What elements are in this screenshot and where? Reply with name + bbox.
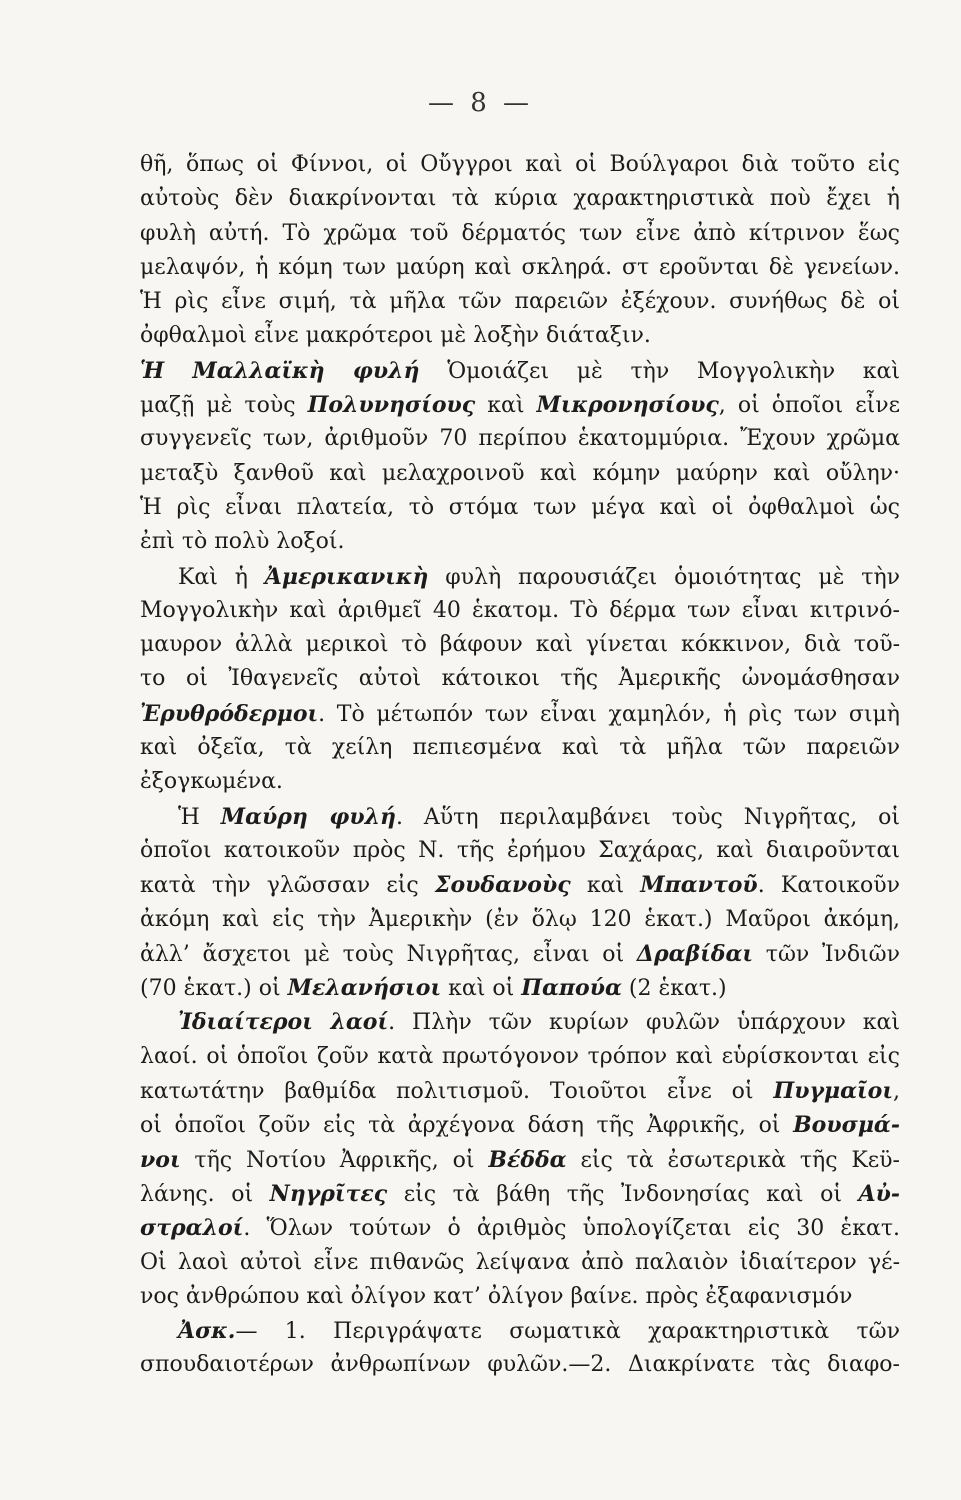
text-line: [140, 1074, 900, 1108]
line-text: κατωτάτην βαθμίδα πολιτισμοῦ. Τοιοῦτοι εἶνε οἱ: [140, 1079, 774, 1105]
text-line: [140, 903, 900, 937]
line-text: φυλὴ αὐτή. Τὸ χρῶμα τοῦ δέρματός των εἶνε ἀπὸ κίτρινον ἕως: [140, 220, 900, 246]
line-text: καὶ: [475, 393, 537, 419]
line-text: συγγενεῖς των, ἀριθμοῦν 70 περίπου ἑκατομμύρια. Ἔχουν χρῶμα: [140, 426, 900, 452]
line-text: μαυρον ἀλλὰ μερικοὶ τὸ βάφουν καὶ γίνεται κόκκινον, διὰ τοῦ-: [140, 632, 900, 658]
line-text: σπουδαιοτέρων ἀνθρωπίνων φυλῶν.—2. Διακρίνατε τὰς διαφο-: [140, 1352, 900, 1378]
line-text: ὀφθαλμοὶ εἶνε μακρότεροι μὲ λοξὴν διάταξιν.: [140, 323, 651, 349]
line-text: καὶ οἱ: [441, 976, 522, 1002]
text-line: [140, 1143, 900, 1177]
text-line: [140, 628, 900, 662]
line-text: λάνης. οἱ: [140, 1181, 270, 1207]
line-text: αὐτοὺς δὲν διακρίνονται τὰ κύρια χαρακτηριστικὰ ποὺ ἔχει ἡ: [140, 186, 900, 212]
page-number: — 8 —: [427, 88, 534, 118]
line-text: . Κατοικοῦν: [757, 873, 900, 899]
emphasized-term: Βέδδα: [488, 1146, 567, 1173]
line-text: μαζῇ μὲ τοὺς: [140, 393, 308, 419]
line-text: εἰς τὰ ἐσωτερικὰ τῆς Κεϋ-: [566, 1147, 900, 1173]
line-text: μεταξὺ ξανθοῦ καὶ μελαχροινοῦ καὶ κόμην μαύρην καὶ οὔλην·: [140, 460, 900, 486]
line-text: λαοί. οἱ ὁποῖοι ζοῦν κατὰ πρωτόγονον τρόπον καὶ εὑρίσκονται εἰς: [140, 1043, 900, 1069]
emphasized-term: Μικρονησίους: [536, 392, 719, 419]
text-line: [140, 1005, 900, 1039]
line-text: (70 ἑκατ.) οἱ: [140, 976, 288, 1002]
line-text: Οἱ λαοὶ αὐτοὶ εἶνε πιθανῶς λείψανα ἀπὸ παλαιὸν ἰδιαίτερον γέ-: [140, 1249, 900, 1275]
line-text: θῆ, ὅπως οἱ Φίννοι, οἱ Οὔγγροι καὶ οἱ Βούλγαροι διὰ τοῦτο εἰς: [140, 152, 900, 177]
emphasized-term: Ἡ Μαλλαϊκὴ φυλή: [140, 357, 420, 384]
emphasized-term: Ἰδιαίτεροι λαοί: [178, 1009, 389, 1036]
text-line: [140, 1280, 900, 1314]
text-line: [140, 148, 900, 182]
line-text: καὶ ὀξεῖα, τὰ χείλη πεπιεσμένα καὶ τὰ μῆλα τῶν παρειῶν: [140, 735, 900, 761]
text-line: [140, 662, 900, 696]
text-line: [140, 765, 900, 799]
body-text: [140, 148, 900, 1383]
line-text: Ἡ: [178, 804, 221, 830]
text-line: [140, 388, 900, 422]
text-line: [140, 319, 900, 353]
emphasized-term: Δραβίδαι: [636, 940, 754, 967]
text-line: [140, 422, 900, 456]
text-line: [140, 354, 900, 388]
emphasized-term: Παπούα: [521, 975, 622, 1002]
text-line: [140, 1314, 900, 1348]
line-text: ὁποῖοι κατοικοῦν πρὸς Ν. τῆς ἐρήμου Σαχάρας, καὶ διαιροῦνται: [140, 837, 900, 863]
emphasized-term: Βουσμά-: [793, 1112, 900, 1139]
line-text: ἐξογκωμένα.: [140, 769, 283, 795]
text-line: [140, 182, 900, 216]
text-line: [140, 285, 900, 319]
emphasized-term: Μαύρη φυλή: [220, 803, 397, 830]
line-text: Καὶ ἡ: [178, 564, 265, 590]
text-line: [140, 560, 900, 594]
emphasized-term: Μπαντοῦ: [640, 872, 758, 899]
line-text: εἰς τὰ βάθη τῆς Ἰνδονησίας καὶ οἱ: [387, 1181, 859, 1207]
emphasized-term: Ἀσκ.: [178, 1318, 236, 1345]
line-text: ἀλλ’ ἄσχετοι μὲ τοὺς Νιγρῆτας, εἶναι οἱ: [140, 941, 637, 967]
line-text: , οἱ ὁποῖοι εἶνε: [718, 393, 901, 419]
line-text: ,: [893, 1079, 900, 1105]
line-text: καὶ: [570, 873, 641, 899]
text-line: [140, 937, 900, 971]
text-line: [140, 1177, 900, 1211]
text-line: [140, 457, 900, 491]
line-text: Μογγολικὴν καὶ ἀριθμεῖ 40 ἑκατομ. Τὸ δέρμα των εἶναι κιτρινό-: [140, 597, 900, 623]
text-line: [140, 971, 900, 1005]
emphasized-term: Πολυνησίους: [307, 392, 476, 419]
line-text: κατὰ τὴν γλῶσσαν εἰς: [140, 873, 435, 899]
text-line: [140, 697, 900, 731]
text-line: [140, 834, 900, 868]
line-text: Ἡ ρὶς εἶνε σιμή, τὰ μῆλα τῶν παρειῶν ἐξέχουν. συνήθως δὲ οἱ: [140, 289, 900, 315]
line-text: . Πλὴν τῶν κυρίων φυλῶν ὑπάρχουν καὶ: [388, 1010, 900, 1036]
text-line: [140, 731, 900, 765]
line-text: τῆς Νοτίου Ἀφρικῆς, οἱ: [180, 1147, 489, 1173]
line-text: ἐπὶ τὸ πολὺ λοξοί.: [140, 529, 345, 555]
text-line: [140, 525, 900, 559]
line-text: ἀκόμη καὶ εἰς τὴν Ἀμερικὴν (ἐν ὅλῳ 120 ἑκατ.) Μαῦροι ἀκόμη,: [140, 906, 900, 932]
emphasized-term: Αὐ-: [858, 1180, 900, 1207]
line-text: μελαψόν, ἡ κόμη των μαύρη καὶ σκληρά. στ εροῦνται δὲ γενείων.: [140, 254, 900, 280]
line-text: νος ἀνθρώπου καὶ ὀλίγον κατ’ ὀλίγον βαίνε. πρὸς ἐξαφανισμόν: [140, 1283, 853, 1309]
line-text: . Τὸ μέτωπόν των εἶναι χαμηλόν, ἡ ρὶς των σιμὴ: [318, 701, 900, 727]
emphasized-term: Νηγρῖτες: [269, 1180, 388, 1207]
emphasized-term: Πυγμαῖοι: [773, 1078, 893, 1105]
emphasized-term: στραλοί: [140, 1215, 244, 1242]
text-line: [140, 1108, 900, 1142]
text-line: [140, 594, 900, 628]
emphasized-term: Ἀμερικανικὴ: [264, 563, 429, 590]
emphasized-term: Μελανήσιοι: [287, 975, 442, 1002]
line-text: τῶν Ἰνδιῶν: [753, 941, 900, 967]
text-line: [140, 868, 900, 902]
text-line: [140, 1348, 900, 1382]
line-text: (2 ἑκατ.): [621, 976, 727, 1002]
emphasized-term: Ἐρυθρόδερμοι: [140, 700, 319, 727]
text-line: [140, 251, 900, 285]
text-line: [140, 1246, 900, 1280]
emphasized-term: Σουδανοὺς: [434, 872, 571, 899]
text-line: [140, 491, 900, 525]
text-line: [140, 217, 900, 251]
emphasized-term: νοι: [140, 1146, 181, 1173]
line-text: Ὁμοιάζει μὲ τὴν Μογγολικὴν καὶ: [419, 358, 900, 384]
text-line: [140, 1211, 900, 1245]
line-text: . Ὅλων τούτων ὁ ἀριθμὸς ὑπολογίζεται εἰς 30 ἑκατ.: [243, 1216, 900, 1242]
text-line: [140, 800, 900, 834]
line-text: το οἱ Ἰθαγενεῖς αὐτοὶ κάτοικοι τῆς Ἀμερικῆς ὠνομάσθησαν: [140, 666, 900, 692]
line-text: — 1. Περιγράψατε σωματικὰ χαρακτηριστικὰ τῶν: [235, 1319, 900, 1345]
text-line: [140, 1040, 900, 1074]
line-text: οἱ ὁποῖοι ζοῦν εἰς τὰ ἀρχέγονα δάση τῆς Ἀφρικῆς, οἱ: [140, 1113, 794, 1139]
line-text: φυλὴ παρουσιάζει ὁμοιότητας μὲ τὴν: [428, 564, 901, 590]
line-text: Ἡ ρὶς εἶναι πλατεία, τὸ στόμα των μέγα καὶ οἱ ὀφθαλμοὶ ὡς: [140, 494, 900, 520]
line-text: . Αὕτη περιλαμβάνει τοὺς Νιγρῆτας, οἱ: [396, 804, 900, 830]
